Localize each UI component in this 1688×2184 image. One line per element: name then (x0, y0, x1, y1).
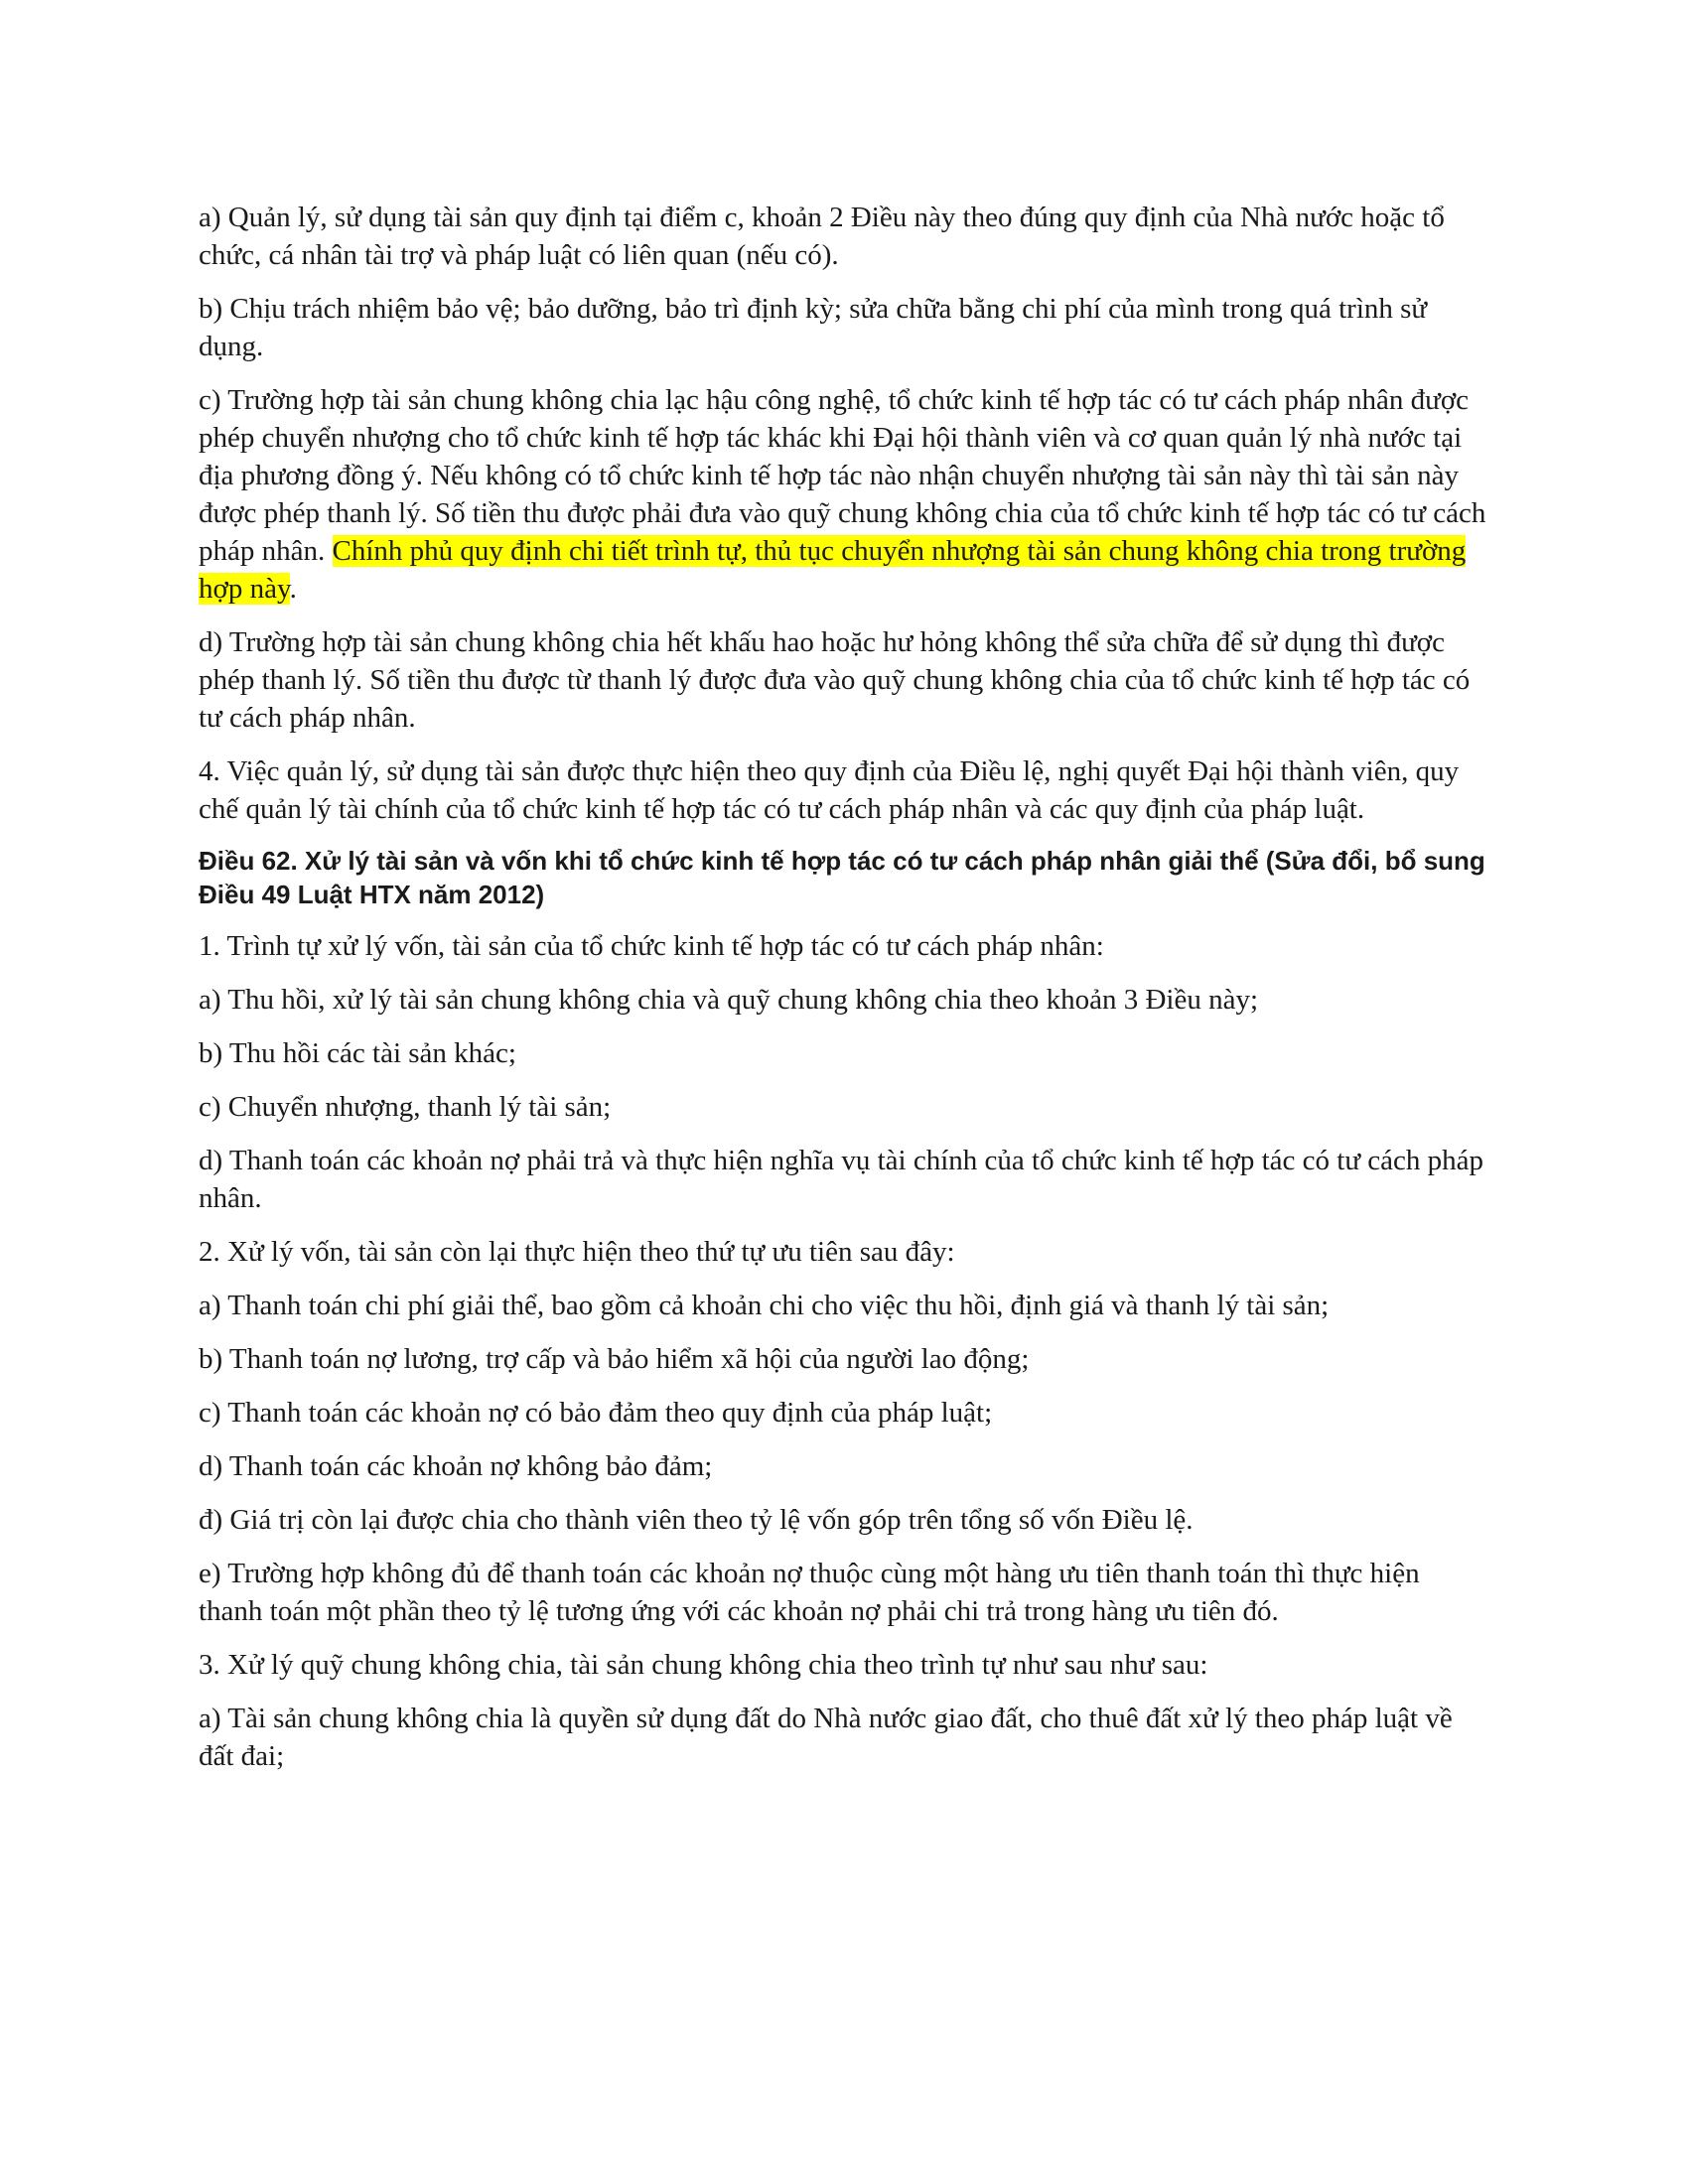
paragraph-a1: a) Quản lý, sử dụng tài sản quy định tại điểm c, khoản 2 Điều này theo đúng quy định của Nhà nước hoặc tổ chức, cá nhân tài trợ và pháp luật có liên quan (nếu có). (199, 202, 1445, 271)
section-3-a: a) Tài sản chung không chia là quyền sử dụng đất do Nhà nước giao đất, cho thuê đất xử lý theo pháp luật về đất đai; (199, 1703, 1453, 1772)
section-2-a: a) Thanh toán chi phí giải thể, bao gồm cả khoản chi cho việc thu hồi, định giá và thanh lý tài sản; (199, 1290, 1330, 1321)
paragraph-4: 4. Việc quản lý, sử dụng tài sản được thực hiện theo quy định của Điều lệ, nghị quyết Đại hội thành viên, quy chế quản lý tài chính của tổ chức kinh tế hợp tác có tư cách pháp nhân và các quy định của pháp luật. (199, 755, 1460, 825)
paragraph-c1 (199, 381, 1489, 608)
section-1-c: c) Chuyển nhượng, thanh lý tài sản; (199, 1091, 612, 1123)
section-2-dd: đ) Giá trị còn lại được chia cho thành viên theo tỷ lệ vốn góp trên tổng số vốn Điều lệ. (199, 1504, 1194, 1536)
paragraph-d1: d) Trường hợp tài sản chung không chia hết khấu hao hoặc hư hỏng không thể sửa chữa để sử dụng thì được phép thanh lý. Số tiền thu được từ thanh lý được đưa vào quỹ chung không chia của tổ chức kinh tế hợp tác có tư cách pháp nhân. (199, 626, 1471, 734)
section-1: 1. Trình tự xử lý vốn, tài sản của tổ chức kinh tế hợp tác có tư cách pháp nhân: (199, 930, 1104, 962)
paragraph-b1: b) Chịu trách nhiệm bảo vệ; bảo dưỡng, bảo trì định kỳ; sửa chữa bằng chi phí của mình trong quá trình sử dụng. (199, 293, 1428, 362)
article-heading: Điều 62. Xử lý tài sản và vốn khi tổ chức kinh tế hợp tác có tư cách pháp nhân giải thể (Sửa đổi, bổ sung Điều 49 Luật HTX năm 2012) (199, 846, 1485, 909)
paragraph-c1-end: . (289, 573, 297, 605)
paragraph-c1-text: c) Trường hợp tài sản chung không chia lạc hậu công nghệ, tổ chức kinh tế hợp tác có tư cách pháp nhân được phép chuyển nhượng cho tổ chức kinh tế hợp tác khác khi Đại hội thành viên và cơ quan quản lý nhà nước tại địa phương đồng ý. Nếu không có tổ chức kinh tế hợp tác nào nhận chuyển nhượng tài sản này thì tài sản này được phép thanh lý. Số tiền thu được phải đưa vào quỹ chung không chia của tổ chức kinh tế hợp tác có tư cách pháp nhân. (199, 384, 1486, 567)
section-3: 3. Xử lý quỹ chung không chia, tài sản chung không chia theo trình tự như sau như sau: (199, 1649, 1208, 1681)
section-2-e: e) Trường hợp không đủ để thanh toán các khoản nợ thuộc cùng một hàng ưu tiên thanh toán thì thực hiện thanh toán một phần theo tỷ lệ tương ứng với các khoản nợ phải chi trả trong hàng ưu tiên đó. (199, 1558, 1420, 1627)
section-1-a: a) Thu hồi, xử lý tài sản chung không chia và quỹ chung không chia theo khoản 3 Điều này; (199, 984, 1259, 1016)
section-2: 2. Xử lý vốn, tài sản còn lại thực hiện theo thứ tự ưu tiên sau đây: (199, 1236, 955, 1268)
section-2-b: b) Thanh toán nợ lương, trợ cấp và bảo hiểm xã hội của người lao động; (199, 1343, 1030, 1375)
section-1-b: b) Thu hồi các tài sản khác; (199, 1037, 516, 1069)
section-1-d: d) Thanh toán các khoản nợ phải trả và thực hiện nghĩa vụ tài chính của tổ chức kinh tế hợp tác có tư cách pháp nhân. (199, 1145, 1484, 1214)
section-2-c: c) Thanh toán các khoản nợ có bảo đảm theo quy định của pháp luật; (199, 1397, 993, 1429)
section-2-d: d) Thanh toán các khoản nợ không bảo đảm; (199, 1450, 713, 1482)
document-page (199, 199, 1489, 1791)
highlighted-text: Chính phủ quy định chi tiết trình tự, thủ tục chuyển nhượng tài sản chung không chia trong trường hợp này (199, 535, 1467, 605)
